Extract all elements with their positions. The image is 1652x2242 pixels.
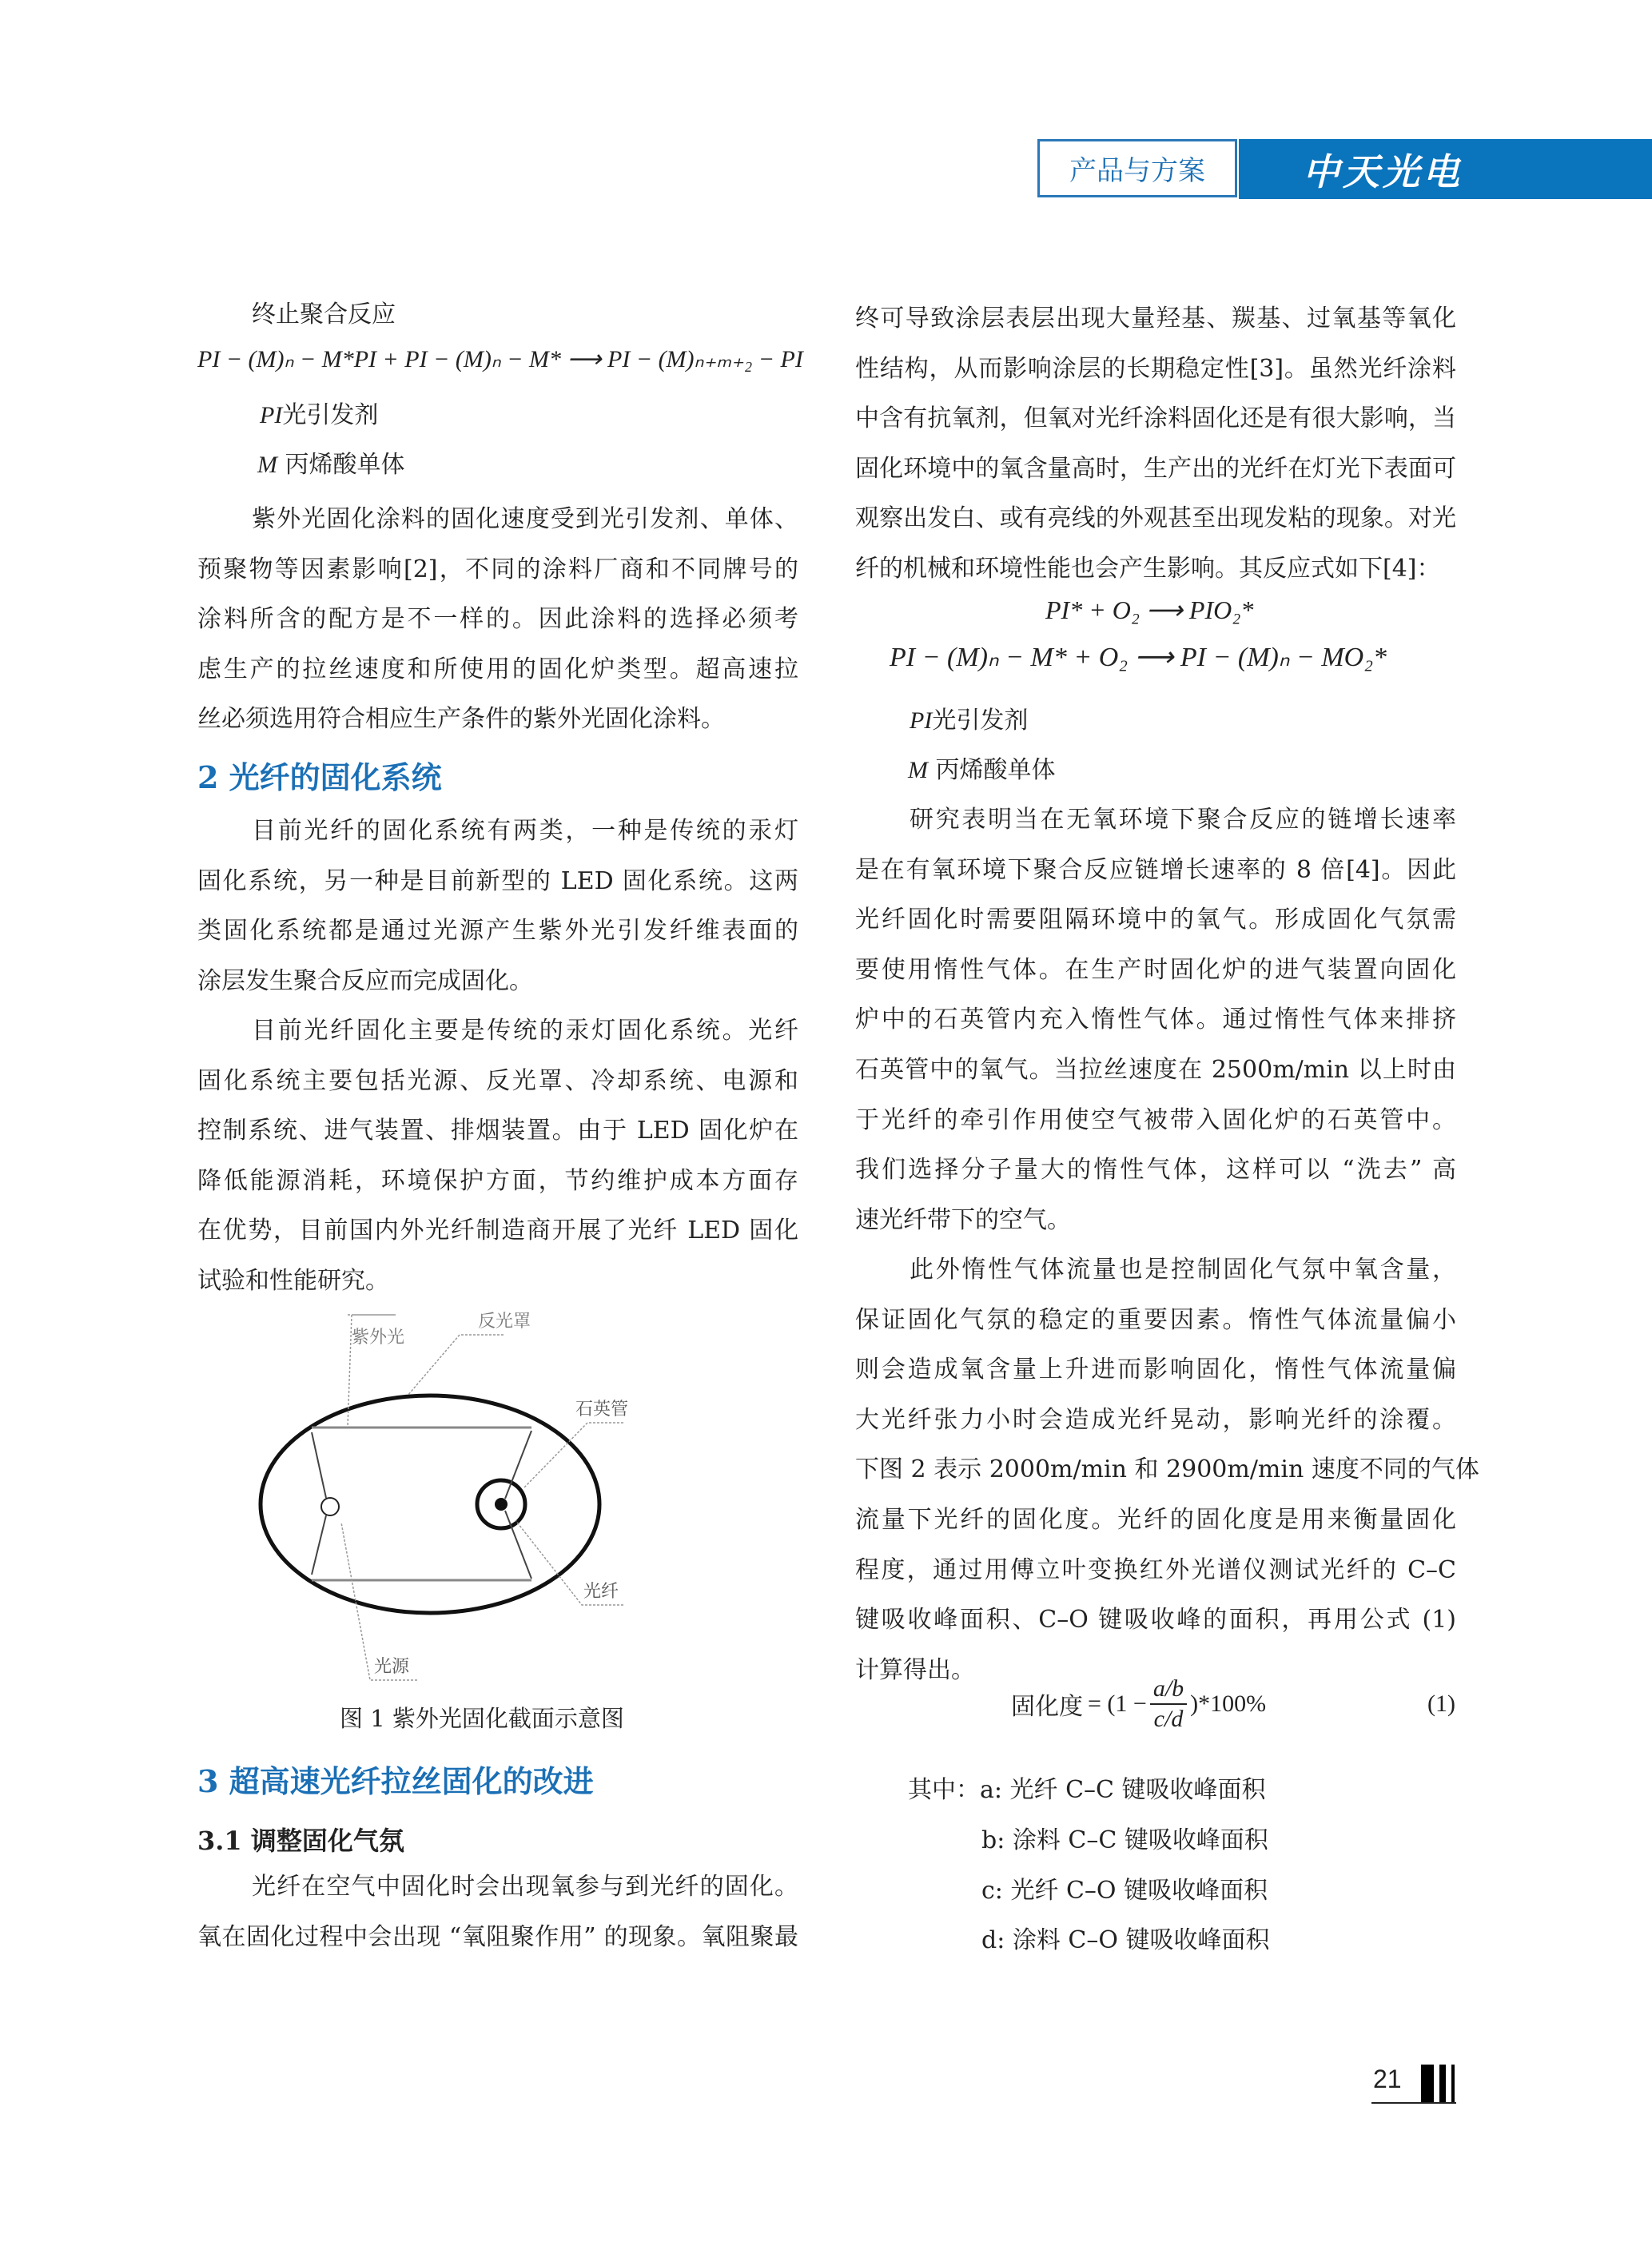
text-line: 程度，通过用傅立叶变换红外光谱仪测试光纤的 C–C — [855, 1555, 1456, 1584]
paragraph — [855, 1245, 1479, 1695]
text-line: 石英管中的氧气。当拉丝速度在 2500m/min 以上时由 — [855, 1055, 1456, 1084]
text-line: 固化环境中的氧含量高时，生产出的光纤在灯光下表面可 — [855, 454, 1456, 483]
termination-title: 终止聚合反应 — [252, 301, 396, 329]
text-line: 此外惰性气体流量也是控制固化气氛中氧含量， — [910, 1256, 1456, 1284]
text-line: 大光纤张力小时会造成光纤晃动，影响光纤的涂覆。 — [855, 1405, 1456, 1434]
paragraph — [197, 1862, 798, 1962]
text-line: 于光纤的牵引作用使空气被带入固化炉的石英管中。 — [855, 1105, 1456, 1134]
subsection-heading: 3.1 调整固化气氛 — [197, 1826, 404, 1856]
equation-oxygen-1: PI* + O₂ ⟶ PIO₂* — [1045, 595, 1254, 624]
page-number: 21 — [1373, 2065, 1402, 2093]
text-line: 控制系统、进气装置、排烟装置。由于 LED 固化炉在 — [197, 1117, 798, 1145]
text-line: 研究表明当在无氧环境下聚合反应的链增长速率 — [910, 806, 1456, 834]
curing-degree-formula — [1011, 1672, 1266, 1736]
paragraph — [197, 1006, 798, 1307]
text-line: 光纤固化时需要阻隔环境中的氧气。形成固化气氛需 — [855, 906, 1456, 934]
label-reflector: 反光罩 — [478, 1312, 531, 1332]
text-line: 终可导致涂层表层出现大量羟基、羰基、过氧基等氧化 — [855, 305, 1456, 333]
text-line: 固化系统，另一种是目前新型的 LED 固化系统。这两 — [197, 866, 798, 895]
figure-caption: 图 1 紫外光固化截面示意图 — [340, 1705, 624, 1732]
text-line: 虑生产的拉丝速度和所使用的固化炉类型。超高速拉 — [197, 655, 798, 683]
text-line: 计算得出。 — [855, 1655, 975, 1684]
text-line: 保证固化气氛的稳定的重要因素。惰性气体流量偏小 — [855, 1305, 1456, 1334]
text-line: 纤的机械和环境性能也会产生影响。其反应式如下[4]： — [855, 554, 1441, 583]
definition-pi — [910, 700, 1028, 735]
text-line: 类固化系统都是通过光源产生紫外光引发纤维表面的 — [197, 917, 798, 946]
where-line: d: 涂料 C–O 键吸收峰面积 — [981, 1926, 1270, 1954]
text-line: 键吸收峰面积、C–O 键吸收峰的面积，再用公式 (1) — [855, 1606, 1456, 1635]
label-fiber: 光纤 — [583, 1582, 619, 1602]
text-line: 目前光纤固化主要是传统的汞灯固化系统。光纤 — [252, 1017, 798, 1045]
text-line: 炉中的石英管内充入惰性气体。通过惰性气体来排挤 — [855, 1006, 1456, 1034]
symbol: PI — [910, 707, 933, 734]
text-line: 下图 2 表示 2000m/min 和 2900m/min 速度不同的气体 — [855, 1456, 1479, 1484]
paragraph — [197, 495, 798, 745]
symbol: PI — [260, 402, 283, 428]
formula-close: )*100% — [1190, 1690, 1267, 1717]
text-line: 速光纤带下的空气。 — [855, 1205, 1071, 1234]
page-number-bars — [1371, 2062, 1456, 2104]
equation-number: (1) — [1427, 1690, 1455, 1717]
text-line: 涂层发生聚合反应而完成固化。 — [197, 966, 533, 995]
formula-lhs: 固化度 — [1011, 1694, 1083, 1720]
fraction — [1150, 1675, 1187, 1734]
text-line: 预聚物等因素影响[2]，不同的涂料厂商和不同牌号的 — [197, 555, 798, 583]
text-line: 性结构，从而影响涂层的长期稳定性[3]。虽然光纤涂料 — [855, 354, 1456, 383]
formula-open: = (1 − — [1088, 1690, 1147, 1717]
text-line: 试验和性能研究。 — [197, 1266, 389, 1295]
text-line: 则会造成氧含量上升进而影响固化，惰性气体流量偏 — [855, 1356, 1456, 1384]
label-uv: 紫外光 — [352, 1328, 405, 1348]
uv-curing-cross-section-diagram — [240, 1295, 735, 1710]
brand-logo: 中天光电 — [1239, 139, 1652, 199]
where-line: b: 涂料 C–C 键吸收峰面积 — [981, 1826, 1268, 1854]
section-heading: 2 光纤的固化系统 — [197, 759, 442, 795]
text-line: 在优势，目前国内外光纤制造商开展了光纤 LED 固化 — [197, 1217, 798, 1245]
where-line: c: 光纤 C–O 键吸收峰面积 — [981, 1877, 1268, 1905]
equation-oxygen-2: PI − (M)ₙ − M* + O₂ ⟶ PI − (M)ₙ − MO₂* — [890, 643, 1387, 672]
definition-m — [908, 750, 1056, 785]
paragraph — [855, 795, 1456, 1245]
definition-text: 光引发剂 — [932, 707, 1029, 735]
symbol: M — [908, 757, 928, 783]
numerator: a/b — [1150, 1675, 1187, 1705]
text-line: 观察出发白、或有亮线的外观甚至出现发粘的现象。对光 — [855, 504, 1456, 533]
paragraph — [197, 806, 798, 1006]
symbol: M — [257, 452, 277, 478]
text-line: 目前光纤的固化系统有两类，一种是传统的汞灯 — [252, 817, 798, 845]
text-line: 涂料所含的配方是不一样的。因此涂料的选择必须考 — [197, 605, 798, 634]
text-line: 流量下光纤的固化度。光纤的固化度是用来衡量固化 — [855, 1505, 1456, 1534]
definition-pi — [260, 395, 378, 430]
text-line: 中含有抗氧剂，但氧对光纤涂料固化还是有很大影响，当 — [855, 404, 1456, 433]
definition-text: 光引发剂 — [282, 401, 379, 429]
text-line: 固化系统主要包括光源、反光罩、冷却系统、电源和 — [197, 1066, 798, 1095]
text-line: 光纤在空气中固化时会出现氧参与到光纤的固化。 — [252, 1873, 798, 1901]
fiber — [495, 1498, 508, 1511]
text-line: 我们选择分子量大的惰性气体，这样可以 “洗去” 高 — [855, 1156, 1456, 1185]
label-quartz: 石英管 — [575, 1400, 629, 1420]
light-source — [321, 1498, 339, 1515]
section-label: 产品与方案 — [1037, 139, 1237, 197]
text-line: 氧在固化过程中会出现 “氧阻聚作用” 的现象。氧阻聚最 — [197, 1922, 798, 1951]
denominator: c/d — [1153, 1706, 1184, 1732]
text-line: 是在有氧环境下聚合反应链增长速率的 8 倍[4]。因此 — [855, 855, 1456, 884]
section-heading: 3 超高速光纤拉丝固化的改进 — [197, 1763, 594, 1799]
definition-text: 丙烯酸单体 — [285, 451, 405, 479]
text-line: 丝必须选用符合相应生产条件的紫外光固化涂料。 — [197, 705, 725, 734]
paragraph — [855, 294, 1456, 595]
text-line: 降低能源消耗，环境保护方面，节约维护成本方面存 — [197, 1166, 798, 1195]
where-line: 其中：a: 光纤 C–C 键吸收峰面积 — [908, 1776, 1266, 1804]
equation-termination: PI − (M)ₙ − M*PI + PI − (M)ₙ − M* ⟶ PI − (M)ₙ₊ₘ₊₂ − PI — [197, 346, 803, 372]
label-source: 光源 — [374, 1657, 410, 1677]
text-line: 要使用惰性气体。在生产时固化炉的进气装置向固化 — [855, 955, 1456, 984]
text-line: 紫外光固化涂料的固化速度受到光引发剂、单体、 — [252, 505, 798, 533]
definition-text: 丙烯酸单体 — [935, 756, 1056, 784]
definition-m — [257, 444, 405, 480]
